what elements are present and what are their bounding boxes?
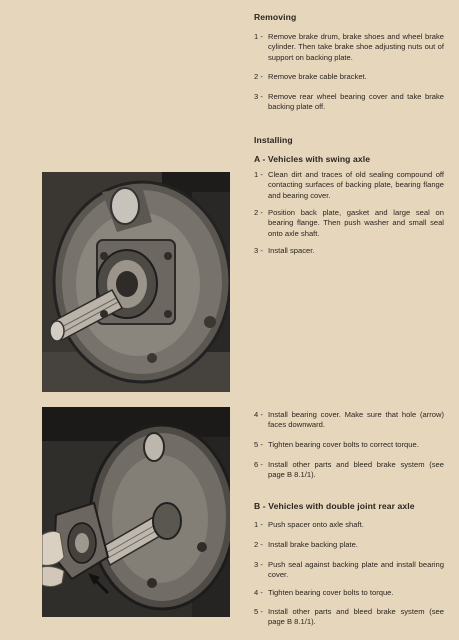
item-number: 6 - (254, 460, 263, 469)
item-number: 4 - (254, 588, 263, 597)
item-text: Push seal against backing plate and install bearing cover. (268, 560, 444, 580)
item-text: Remove brake drum, brake shoes and wheel brake cylinder. Then take brake shoe adjusting nuts out of support on backing plate. (268, 32, 444, 62)
item-number: 1 - (254, 520, 263, 529)
list-item (254, 520, 444, 530)
list-item (254, 72, 444, 82)
subsection-heading-swing-axle: A - Vehicles with swing axle (254, 154, 371, 164)
item-text: Install other parts and bleed brake system (see page B 8.1/1). (268, 460, 444, 480)
photo-swing-axle-backing-plate (42, 172, 230, 392)
item-text: Install spacer. (268, 246, 315, 255)
item-text: Install bearing cover. Make sure that hole (arrow) faces downward. (268, 410, 444, 430)
item-number: 3 - (254, 246, 263, 255)
item-text: Position back plate, gasket and large seal on bearing flange. Then push washer and small seal onto axle shaft. (268, 208, 444, 238)
list-item (254, 460, 444, 481)
item-number: 4 - (254, 410, 263, 419)
item-text: Install brake backing plate. (268, 540, 358, 549)
item-number: 2 - (254, 208, 263, 217)
item-number: 2 - (254, 72, 263, 81)
item-number: 5 - (254, 440, 263, 449)
item-text: Clean dirt and traces of old sealing compound off contacting surfaces of backing plate, bearing flange and bearing cover. (268, 170, 444, 200)
list-item (254, 32, 444, 63)
list-item (254, 607, 444, 628)
item-number: 1 - (254, 170, 263, 179)
list-item (254, 588, 444, 598)
list-item (254, 540, 444, 550)
list-item (254, 208, 444, 239)
item-text: Tighten bearing cover bolts to correct torque. (268, 440, 419, 449)
photo-bearing-cover-installation (42, 407, 230, 617)
item-number: 3 - (254, 92, 263, 101)
item-text: Tighten bearing cover bolts to torque. (268, 588, 394, 597)
item-text: Remove rear wheel bearing cover and take brake backing plate off. (268, 92, 444, 112)
list-item (254, 170, 444, 201)
list-item (254, 440, 444, 450)
list-item (254, 410, 444, 431)
list-item (254, 246, 444, 256)
item-text: Push spacer onto axle shaft. (268, 520, 364, 529)
item-text: Remove brake cable bracket. (268, 72, 367, 81)
subsection-heading-double-joint-axle: B - Vehicles with double joint rear axle (254, 501, 415, 511)
section-heading-installing: Installing (254, 135, 293, 145)
list-item (254, 92, 444, 113)
item-number: 3 - (254, 560, 263, 569)
item-number: 5 - (254, 607, 263, 616)
item-text: Install other parts and bleed brake system (see page B 8.1/1). (268, 607, 444, 627)
list-item (254, 560, 444, 581)
section-heading-removing: Removing (254, 12, 297, 22)
item-number: 2 - (254, 540, 263, 549)
item-number: 1 - (254, 32, 263, 41)
